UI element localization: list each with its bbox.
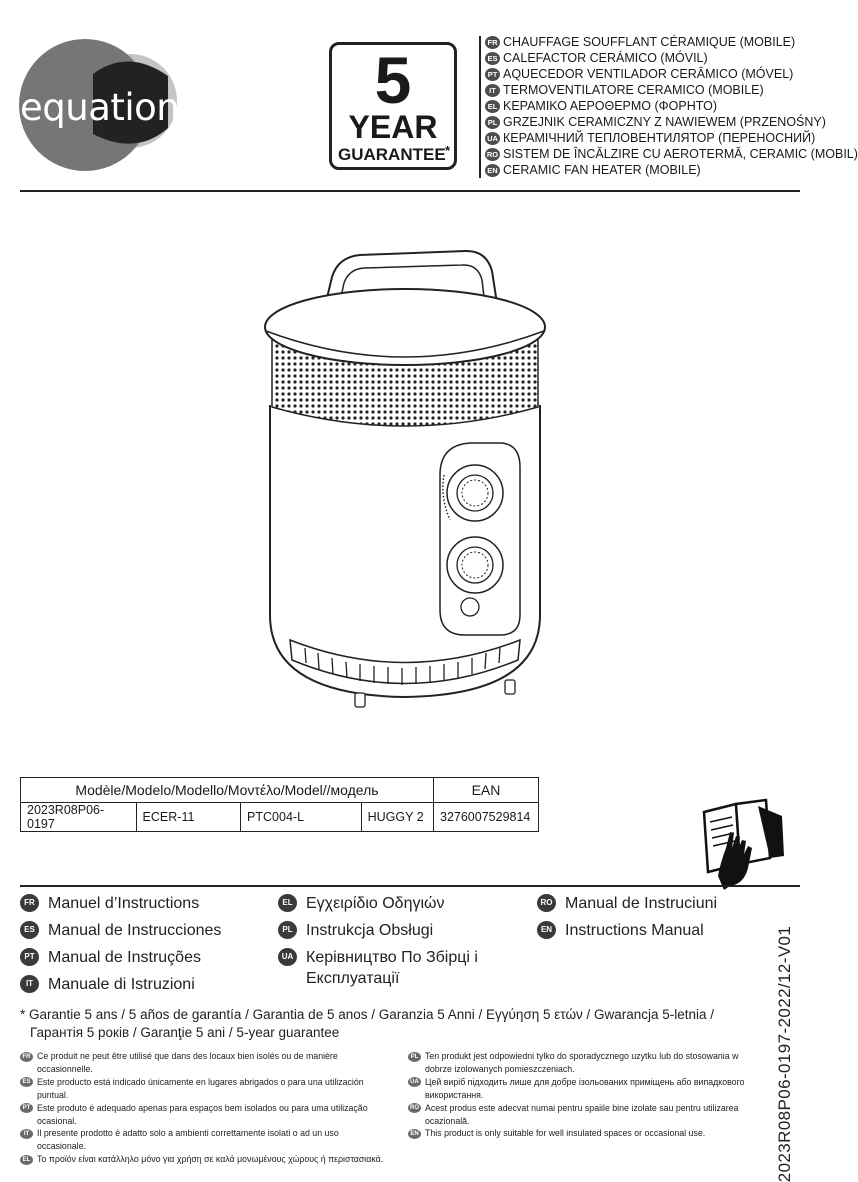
language-badge-icon: PT — [20, 1103, 33, 1113]
manual-title: Manuel d’Instructions — [48, 895, 200, 912]
product-name-item — [485, 82, 805, 98]
guarantee-badge — [329, 42, 457, 170]
usage-note-item — [20, 1050, 385, 1076]
product-name-item — [485, 66, 805, 82]
usage-note-text: This product is only suitable for well insulated spaces or occasional use. — [425, 1128, 706, 1139]
guarantee-year-label: YEAR — [348, 109, 438, 145]
usage-note-text: Acest produs este adecvat numai pentru spaiile bine izolate sau pentru utilizarea ocazională. — [425, 1102, 739, 1126]
manual-title-item — [20, 947, 265, 968]
language-badge-icon: IT — [20, 975, 39, 993]
guarantee-years: 5 — [374, 43, 412, 117]
manual-title-item — [20, 974, 265, 995]
manual-title-item — [20, 920, 265, 941]
manual-title: Manual de Instrucciones — [48, 922, 222, 939]
product-name-item — [485, 34, 805, 50]
usage-note-item — [20, 1102, 385, 1128]
manual-title-item — [278, 947, 518, 989]
language-badge-icon: EN — [408, 1129, 421, 1139]
model-table — [20, 777, 539, 832]
usage-note-item — [408, 1050, 763, 1076]
product-name-item — [485, 98, 805, 114]
manual-titles-column-3 — [537, 893, 752, 947]
manual-title: Instrukcja Obsługi — [306, 922, 434, 939]
usage-note-text: Цей виріб підходить лише для добре ізольованих приміщень або випадкового використання. — [425, 1076, 745, 1100]
guarantee-asterisk: * — [445, 143, 451, 158]
product-name-item — [485, 50, 805, 66]
usage-notes-right — [408, 1050, 763, 1140]
usage-notes-left — [20, 1050, 385, 1166]
usage-note-text: Το προϊόν είναι κατάλληλο μόνο για χρήση σε καλά μονωμένους χώρους ή περιστασιακά. — [37, 1154, 384, 1165]
product-name: CERAMIC FAN HEATER (MOBILE) — [503, 163, 701, 178]
usage-note-text: Ce produit ne peut être utilisé que dans des locaux bien isolés ou de manière occasionnelle. — [37, 1051, 338, 1074]
language-badge-icon: RO — [410, 1105, 419, 1112]
language-badge-icon: IT — [20, 1129, 33, 1139]
language-badge-icon: ES — [20, 1077, 33, 1087]
document-reference — [770, 925, 800, 1182]
model-header: Modèle/Modelo/Modello/Μοντέλο/Model//модель — [21, 778, 434, 803]
language-badge-icon: RO — [537, 894, 556, 912]
section-rule — [20, 885, 800, 887]
language-badge-icon: IT — [485, 84, 500, 97]
product-name: ΚΕΡΑΜΙΚΟ ΑΕΡΟΘΕΡΜΟ (ΦΟΡΗΤΟ) — [503, 98, 718, 113]
manual-title: Εγχειρίδιο Οδηγιών — [306, 895, 445, 912]
usage-note-item — [20, 1076, 385, 1102]
product-name: AQUECEDOR VENTILADOR CERÂMICO (MÓVEL) — [503, 66, 794, 81]
manual-title: Manual de Instruciuni — [565, 895, 718, 912]
model-reference: 2023R08P06-0197 — [21, 803, 137, 832]
language-badge-icon: FR — [20, 894, 39, 912]
brand-logo — [18, 38, 188, 173]
manual-title-item — [278, 893, 518, 914]
guarantee-note-line-2: Гарантія 5 років / Garanţie 5 ani / 5-year guarantee — [30, 1025, 340, 1040]
hand-book-icon — [696, 796, 790, 892]
manual-title-item — [278, 920, 518, 941]
product-name: SISTEM DE ÎNCĂLZIRE CU AEROTERMĂ, CERAMIC (MOBIL) — [503, 147, 858, 162]
usage-note-item — [408, 1076, 763, 1102]
language-badge-icon: PT — [485, 68, 500, 81]
language-badge-icon: PL — [278, 921, 297, 939]
manual-title-item — [537, 920, 752, 941]
table-row — [21, 803, 539, 832]
manual-title: Manuale di Istruzioni — [48, 976, 195, 993]
manual-title-item — [537, 893, 752, 914]
language-badge-icon: EN — [537, 921, 556, 939]
table-header-row — [21, 778, 539, 803]
model-type: PTC004-L — [241, 803, 362, 832]
read-manual-icon — [696, 796, 790, 892]
guarantee-label: GUARANTEE — [338, 145, 446, 164]
model-name: HUGGY 2 — [361, 803, 433, 832]
usage-note-text: Ten produkt jest odpowiedni tylko do sporadycznego uzytku lub do stosowania w dobrze izolowanych pomieszczeniach. — [425, 1051, 739, 1074]
manual-title: Керівництво По Збірці і Експлуатації — [306, 949, 478, 987]
usage-note-item — [408, 1127, 763, 1140]
language-badge-icon: ES — [20, 921, 39, 939]
language-badge-icon: ES — [485, 52, 500, 65]
usage-note-text: Este producto está indicado únicamente en lugares abrigados o para una utilización puntual. — [37, 1076, 364, 1100]
language-badge-icon: PL — [408, 1052, 421, 1062]
product-name-item — [485, 131, 816, 147]
usage-note-item — [20, 1127, 385, 1153]
product-name: КЕРАМІЧНИЙ ТЕПЛОВЕНТИЛЯТОР (ПЕРЕНОСНИЙ) — [503, 131, 816, 146]
product-name-item — [485, 114, 826, 130]
manual-title: Manual de Instruções — [48, 949, 201, 966]
product-name-list — [485, 34, 858, 179]
usage-note-text: Este produto é adequado apenas para espaços bem isolados ou para uma utilização ocasional. — [37, 1102, 368, 1126]
manual-title: Instructions Manual — [565, 922, 704, 939]
manual-title-item — [20, 893, 265, 914]
language-badge-icon: UA — [278, 948, 297, 966]
product-name-item — [485, 147, 858, 163]
document-reference-text: 2023R08P06-0197-2022/12-V01 — [775, 925, 794, 1182]
manual-titles-column-2 — [278, 893, 518, 995]
product-name-item — [485, 163, 805, 179]
language-badge-icon: PL — [485, 116, 500, 129]
guarantee-note — [20, 1006, 760, 1042]
language-badge-icon: EL — [20, 1155, 33, 1165]
language-badge-icon: UA — [485, 132, 500, 145]
usage-note-item — [20, 1153, 385, 1166]
language-badge-icon: EN — [485, 164, 500, 177]
header-rule — [20, 190, 800, 192]
language-badge-icon: PT — [20, 948, 39, 966]
model-code: ECER-11 — [136, 803, 241, 832]
ean-code: 3276007529814 — [434, 803, 539, 832]
product-name: CHAUFFAGE SOUFFLANT CÉRAMIQUE (MOBILE) — [503, 34, 796, 49]
brand-name: equation — [20, 86, 180, 129]
product-name: TERMOVENTILATORE CERAMICO (MOBILE) — [503, 82, 764, 97]
language-badge-icon: FR — [485, 36, 500, 49]
ean-header: EAN — [434, 778, 539, 803]
product-name: CALEFACTOR CERÁMICO (MÓVIL) — [503, 50, 708, 65]
usage-note-item — [408, 1102, 763, 1128]
usage-note-text: Il presente prodotto è adatto solo a ambienti correttamente isolati o ad un uso occasionale. — [37, 1128, 339, 1152]
fan-heater-drawing — [250, 235, 560, 720]
header-divider — [479, 36, 481, 178]
language-badge-icon: FR — [20, 1052, 33, 1062]
product-name: GRZEJNIK CERAMICZNY Z NAWIEWEM (PRZENOŚNY) — [503, 115, 826, 130]
manual-titles-column-1 — [20, 893, 265, 1001]
language-badge-icon: EL — [278, 894, 297, 912]
language-badge-icon: RO — [486, 150, 499, 160]
language-badge-icon: UA — [408, 1077, 421, 1087]
guarantee-note-line-1: * Garantie 5 ans / 5 años de garantía / Garantia de 5 anos / Garanzia 5 Anni / Εγγύηση 5 ετών / Gwarancja 5-letnia / — [20, 1007, 715, 1022]
product-illustration — [250, 235, 560, 720]
language-badge-icon: EL — [485, 100, 500, 113]
